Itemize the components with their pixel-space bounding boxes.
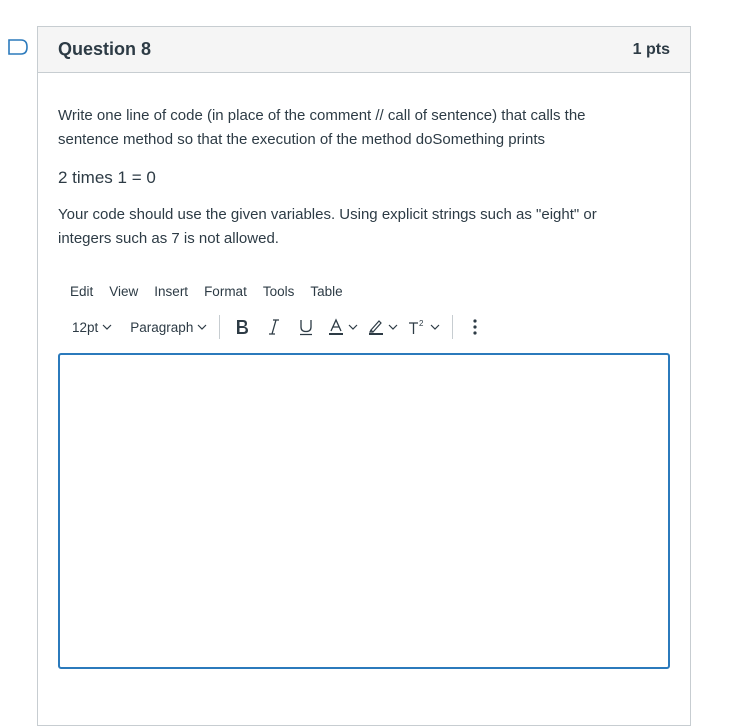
- chevron-down-icon: [348, 324, 358, 330]
- highlighter-icon: [368, 318, 384, 336]
- text-color-icon: [328, 318, 344, 336]
- question-header: [38, 27, 690, 73]
- font-size-value: 12pt: [72, 319, 99, 335]
- question-instructions: Your code should use the given variables. Using explicit strings such as "eight" or integers such as 7 is not allowed.: [58, 206, 597, 247]
- toolbar-divider: [219, 315, 220, 339]
- more-vertical-icon: [472, 318, 478, 336]
- bold-icon: [234, 318, 250, 336]
- menu-tools[interactable]: Tools: [262, 284, 295, 299]
- svg-text:2: 2: [419, 319, 424, 328]
- question-points: 1 pts: [632, 40, 670, 58]
- chevron-down-icon: [430, 324, 440, 330]
- chevron-down-icon: [102, 324, 112, 330]
- chevron-down-icon: [388, 324, 398, 330]
- menu-insert[interactable]: Insert: [154, 284, 189, 299]
- question-title: Question 8: [58, 39, 152, 59]
- bold-button[interactable]: [232, 315, 252, 339]
- editor-toolbar: [58, 314, 670, 340]
- menu-table[interactable]: Table: [310, 284, 343, 299]
- italic-icon: [267, 318, 281, 336]
- superscript-button[interactable]: [408, 318, 440, 336]
- text-color-button[interactable]: [328, 318, 358, 336]
- menu-view[interactable]: View: [109, 284, 139, 299]
- answer-editor[interactable]: [58, 353, 670, 669]
- highlight-color-button[interactable]: [368, 318, 398, 336]
- superscript-icon: [408, 318, 426, 336]
- toolbar-divider: [452, 315, 453, 339]
- underline-button[interactable]: [296, 315, 316, 339]
- editor-menubar: [58, 284, 670, 299]
- block-format-value: Paragraph: [130, 319, 194, 335]
- question-card: [37, 26, 691, 726]
- question-text: Write one line of code (in place of the comment // call of sentence) that calls the sentence method so that the execution of the method doSomething prints: [58, 107, 586, 148]
- block-format-select[interactable]: [130, 320, 207, 335]
- menu-format[interactable]: Format: [204, 284, 247, 299]
- more-options-button[interactable]: [465, 315, 485, 339]
- underline-icon: [298, 318, 314, 336]
- menu-edit[interactable]: Edit: [70, 284, 94, 299]
- chevron-down-icon: [197, 324, 207, 330]
- question-body: [38, 73, 690, 669]
- italic-button[interactable]: [264, 315, 284, 339]
- font-size-select[interactable]: [72, 320, 112, 335]
- expected-output: 2 times 1 = 0: [58, 168, 156, 187]
- flag-question-icon[interactable]: [8, 39, 28, 55]
